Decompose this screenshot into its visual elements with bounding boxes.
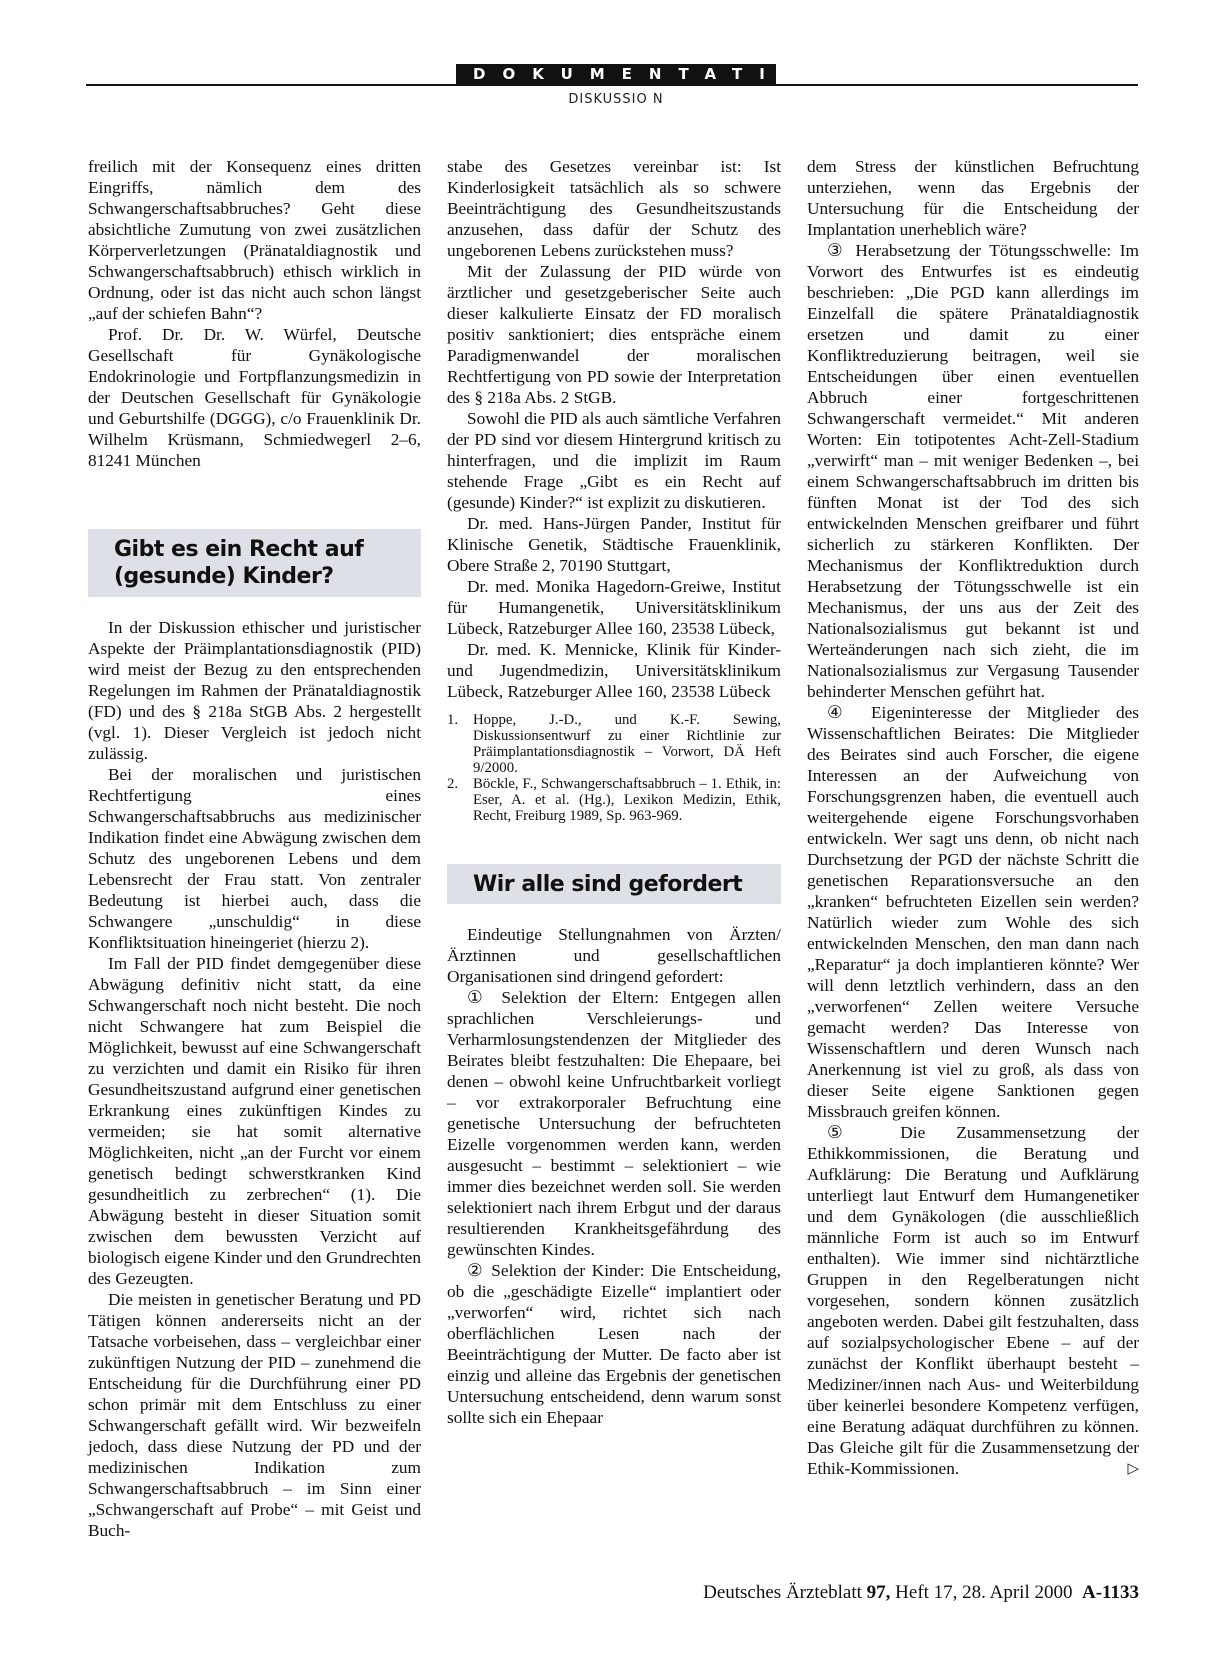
reference-number: 1.	[447, 712, 459, 728]
paragraph-text: ⑤ Die Zusammensetzung der Ethikkommissionen, die Beratung und Aufklärung: Die Beratung und Aufklärung unterliegt laut Entwurf dem Humangenetiker und dem Gynäkologen (die ausschließlich männliche Form ist auch so im Entwurf enthalten). Wie immer sind nichtärztliche Gruppen in den Regelberatungen nicht vorgesehen, sondern können zusätzlich angeboten werden. Dabei gilt festzuhalten, dass auf sozialpsychologischer Ebene – auf der zunächst der Konflikt überhaupt besteht – Mediziner/innen nach Aus- und Weiterbildung über keinerlei besondere Kompetenz verfügen, eine Beratung adäquat durchführen zu können. Das Gleiche gilt für die Zusammensetzung der Ethik-Kommissionen.	[807, 1123, 1139, 1478]
header-rule	[86, 84, 1138, 86]
paragraph: Die meisten in genetischer Beratung und PD Tätigen können andererseits nicht an der Tatsache vorbeisehen, dass – vergleichbar einer zukünftigen Nutzung der PID – zunehmend die Entscheidung für die Durchführung einer PD schon primär mit dem Entschluss zu einer Schwangerschaft gefällt wird. Wir bezweifeln jedoch, dass diese Nutzung der PD und der medizinischen Indikation zum Schwangerschaftsabbruch – im Sinn einer „Schwangerschaft auf Probe“ – mit Geist und Buch-	[88, 1290, 421, 1540]
paragraph: Bei der moralischen und juristischen Rechtfertigung eines Schwangerschaftsabbruchs aus medizinischer Indikation findet eine Abwägung zwischen dem Schutz des ungeborenen Lebens und dem Lebensrecht der Frau statt. Von zentraler Bedeutung ist hierbei auch, dass die Schwangere „unschuldig“ in diese Konfliktsituation hineingeriet (hierzu 2).	[88, 765, 421, 952]
section-banner: DOKUMENTATION	[456, 64, 776, 84]
paragraph-continued: stabe des Gesetzes vereinbar ist: Ist Kinderlosigkeit tatsächlich als so schwere Beeinträchtigung des Gesundheitszustands anzusehen, dass dafür der Schutz des ungeborenen Lebens zurückstehen muss?	[447, 157, 781, 260]
paragraph: Mit der Zulassung der PID würde von ärztlicher und gesetzgeberischer Seite auch dieser kalkulierte Einsatz der FD moralisch positiv sanktioniert; dies entspräche einem Paradigmenwandel der moralischen Rechtfertigung von PD sowie der Interpretation des § 218a Abs. 2 StGB.	[447, 262, 781, 407]
triangle-right-icon: ▷	[1127, 1459, 1139, 1477]
column-3	[807, 156, 1139, 1479]
page-footer	[703, 1582, 1139, 1604]
paragraph-continued: freilich mit der Konsequenz eines dritten Eingriffs, nämlich dem des Schwangerschaftsabbruches? Geht diese absichtliche Zumutung von zwei zusätzlichen Körperverletzungen (Pränataldiagnostik und Schwangerschaftsabbruch) ethisch wirklich in Ordnung, oder ist das nicht auch schon längst „auf der schiefen Bahn“?	[88, 157, 421, 323]
references	[447, 712, 781, 824]
issue-date: Heft 17, 28. April 2000	[895, 1582, 1073, 1603]
author-affiliation: Dr. med. Hans-Jürgen Pander, Institut für Klinische Genetik, Städtische Frauenklinik, Obere Straße 2, 70190 Stuttgart,	[447, 514, 781, 575]
paragraph: Im Fall der PID findet demgegenüber diese Abwägung definitiv nicht statt, da eine Schwangerschaft noch nicht besteht. Die noch nicht Schwangere hat zum Beispiel die Möglichkeit, bewusst auf eine Schwangerschaft zu verzichten und damit ein Risiko für ihren Gesundheitszustand aufgrund einer genetischen Erkrankung eines zukünftigen Kindes zu vermeiden; sie hat somit alternative Möglichkeiten, nicht „an der Furcht vor einem genetisch bedingt schwerstkranken Kind gesundheitlich zu zerbrechen“ (1). Die Abwägung besteht in dieser Situation somit zwischen dem bewussten Verzicht auf biologisch eigene Kinder und den Grundrechten des Gezeugten.	[88, 954, 421, 1288]
column-1	[88, 156, 421, 1541]
paragraph: ② Selektion der Kinder: Die Entscheidung, ob die „geschädigte Eizelle“ implantiert oder „verworfen“ wird, richtet sich nach oberflächlichen Lesen nach der Beeinträchtigung der Mutter. De facto aber ist einzig und alleine das Ergebnis der genetischen Untersuchung entscheidend, denn warum sonst sollte sich ein Ehepaar	[447, 1261, 781, 1427]
section-heading: Wir alle sind gefordert	[447, 864, 781, 904]
author-affiliation: Prof. Dr. Dr. W. Würfel, Deutsche Gesellschaft für Gynäkologische Endokrinologie und Fortpflanzungsmedizin in der Deutschen Gesellschaft für Gynäkologie und Geburtshilfe (DGGG), c/o Frauenklinik Dr. Wilhelm Krüsmann, Schmiedwegerl 2–6, 81241 München	[88, 325, 421, 470]
journal-name: Deutsches Ärzteblatt	[703, 1582, 862, 1603]
author-affiliation: Dr. med. K. Mennicke, Klinik für Kinder- und Jugendmedizin, Universitätsklinikum Lübeck, Ratzeburger Allee 160, 23538 Lübeck	[447, 640, 781, 701]
paragraph: ① Selektion der Eltern: Entgegen allen sprachlichen Verschleierungs- und Verharmlosungstendenzen der Mitglieder des Beirates bleibt festzuhalten: Die Ehepaare, bei denen – obwohl keine Unfruchtbarkeit vorliegt – vor extrakorporaler Befruchtung eine genetische Untersuchung der befruchteten Eizelle vorgenommen werden kann, werden ausgesucht – bestimmt – selektioniert – wie immer dies bezeichnet werden soll. Sie werden selektioniert nach ihrem Erbgut und der daraus resultierenden Krankheitsgefährdung des gewünschten Kindes.	[447, 988, 781, 1259]
paragraph: Eindeutige Stellungnahmen von Ärzten/Ärztinnen und gesellschaftlichen Organisationen sind dringend gefordert:	[447, 925, 781, 986]
paragraph: In der Diskussion ethischer und juristischer Aspekte der Präimplantationsdiagnostik (PID) wird meist der Bezug zu den entsprechenden Regelungen im Rahmen der Pränataldiagnostik (FD) und des § 218a StGB Abs. 2 hergestellt (vgl. 1). Dieser Vergleich ist jedoch nicht zulässig.	[88, 618, 421, 763]
section-heading: Gibt es ein Recht auf (gesunde) Kinder?	[88, 529, 421, 597]
paragraph-continued: dem Stress der künstlichen Befruchtung unterziehen, wenn das Ergebnis der Untersuchung für die Entscheidung der Implantation unerheblich wäre?	[807, 157, 1139, 239]
paragraph: ④ Eigeninteresse der Mitglieder des Wissenschaftlichen Beirates: Die Mitglieder des Beirates sind auch Forscher, die eigene Interessen an der Aufweichung von Forschungsgrenzen haben, die eventuell auch weitergehende eigene Forschungsvorhaben entwickeln. Wer sagt uns denn, ob nicht nach Durchsetzung der PGD der nächste Schritt die genetischen Reparationsversuche an den „kranken“ befruchteten Eizellen sein werden? Natürlich wieder zum Wohle des sich entwickelnden Menschen, den man dann nach „Reparatur“ ja doch implantieren könnte? Wer will denn letztlich verhindern, dass an den „verworfenen“ Zellen weitere Versuche gemacht werden? Das Interesse von Wissenschaftlern und deren Wunsch nach Anerkennung ist viel zu groß, als dass von dieser Seite eigene Sanktionen gegen Missbrauch greifen können.	[807, 703, 1139, 1121]
volume: 97,	[866, 1582, 891, 1603]
reference-item	[447, 712, 781, 776]
author-affiliation: Dr. med. Monika Hagedorn-Greiwe, Institut für Humangenetik, Universitätsklinikum Lübeck, Ratzeburger Allee 160, 23538 Lübeck,	[447, 577, 781, 638]
reference-text: Hoppe, J.-D., und K.-F. Sewing, Diskussionsentwurf zu einer Richtlinie zur Präimplantationsdiagnostik – Vorwort, DÄ Heft 9/2000.	[473, 712, 781, 776]
reference-number: 2.	[447, 776, 459, 792]
column-2	[447, 156, 781, 1428]
subsection-label: DISKUSSIO N	[568, 92, 664, 107]
page-number: A-1133	[1082, 1582, 1139, 1603]
paragraph: ③ Herabsetzung der Tötungsschwelle: Im Vorwort des Entwurfes ist es eindeutig beschrieben: „Die PGD kann allerdings im Einzelfall die spätere Pränataldiagnostik ersetzen und damit zu einer Konfliktreduzierung beitragen, weil sie Entscheidungen über einen eventuellen Abbruch einer fortgeschrittenen Schwangerschaft vermeidet.“ Mit anderen Worten: Ein totipotentes Acht-Zell-Stadium „verwirft“ man – mit weniger Bedenken –, bei einem Schwangerschaftsabbruch im dritten bis fünften Monat ist der Tod des sich entwickelnden Menschen greifbarer und führt sicherlich zu stärkeren Konflikten. Der Mechanismus der Konfliktreduktion durch Herabsetzung der Tötungsschwelle ist ein Mechanismus, der uns aus der Zeit des Nationalsozialismus gut bekannt ist und Werteänderungen nach sich zieht, die im Nationalsozialismus zur Vergasung Tausender behinderter Menschen geführt hat.	[807, 241, 1139, 701]
reference-item	[447, 776, 781, 824]
paragraph: Sowohl die PID als auch sämtliche Verfahren der PD sind vor diesem Hintergrund kritisch zu hinterfragen, und die implizit im Raum stehende Frage „Gibt es ein Recht auf (gesunde) Kinder?“ ist explizit zu diskutieren.	[447, 409, 781, 512]
paragraph	[807, 1122, 1139, 1479]
reference-text: Böckle, F., Schwangerschaftsabbruch – 1. Ethik, in: Eser, A. et al. (Hg.), Lexikon Medizin, Ethik, Recht, Freiburg 1989, Sp. 963-969.	[473, 776, 781, 824]
